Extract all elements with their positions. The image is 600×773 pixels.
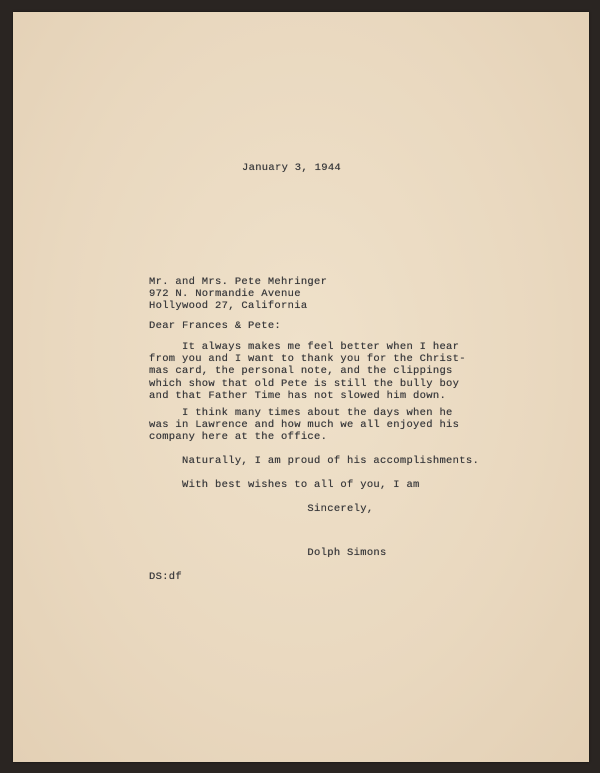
paragraph-line: I think many times about the days when he	[149, 407, 453, 419]
paragraph-line: mas card, the personal note, and the clippings	[149, 365, 453, 378]
body-paragraph-4: With best wishes to all of you, I am	[149, 479, 420, 491]
address-line: Hollywood 27, California	[149, 300, 308, 313]
letter-page	[13, 12, 589, 762]
paragraph-line: from you and I want to thank you for the Christ-	[149, 353, 466, 366]
address-line: Mr. and Mrs. Pete Mehringer	[149, 276, 328, 288]
body-paragraph-1	[149, 341, 466, 402]
complimentary-closing: Sincerely,	[149, 503, 374, 515]
paragraph-line: It always makes me feel better when I hear	[149, 341, 460, 353]
paragraph-line: and that Father Time has not slowed him down.	[149, 389, 447, 402]
signer-name: Dolph Simons	[149, 547, 387, 559]
address-line: 972 N. Normandie Avenue	[149, 288, 301, 301]
recipient-address	[149, 276, 327, 313]
paragraph-line: company here at the office.	[149, 431, 328, 444]
letter-date: January 3, 1944	[242, 162, 342, 174]
body-paragraph-2	[149, 407, 459, 444]
paragraph-line: was in Lawrence and how much we all enjoyed his	[149, 419, 460, 432]
salutation: Dear Frances & Pete:	[149, 320, 282, 332]
body-paragraph-3: Naturally, I am proud of his accomplishments.	[149, 455, 480, 467]
reference-initials: DS:df	[149, 571, 183, 583]
paragraph-line: which show that old Pete is still the bully boy	[149, 377, 460, 390]
